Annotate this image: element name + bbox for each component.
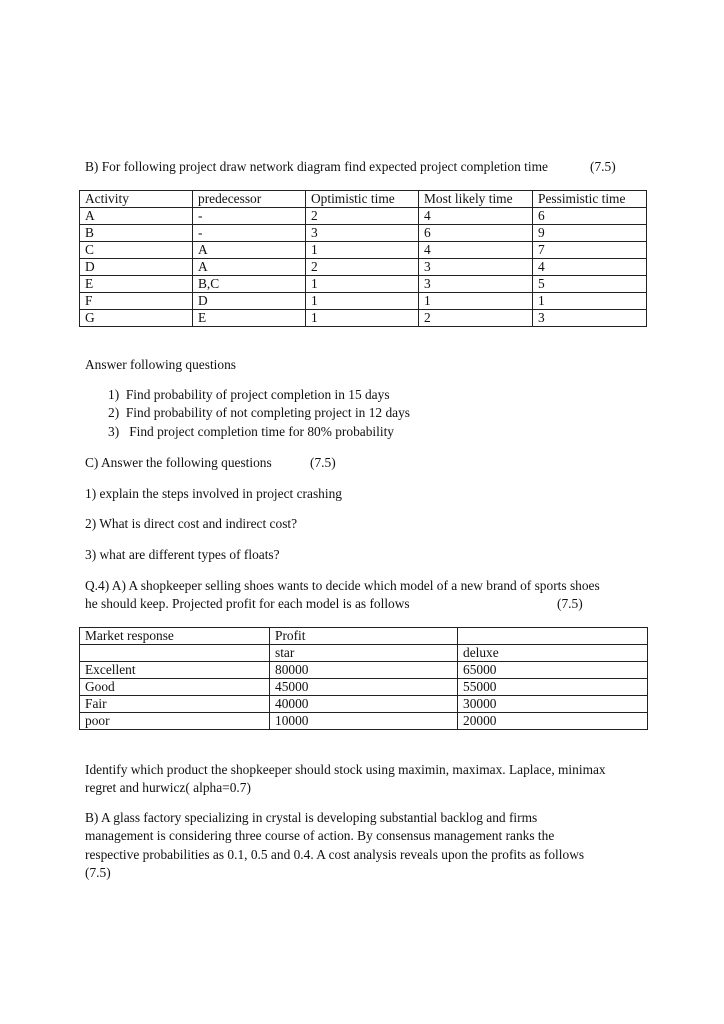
section-b-title-text: B) For following project draw network diagram find expected project completion time xyxy=(85,159,548,174)
table-row xyxy=(80,713,648,730)
table-cell: 1 xyxy=(306,310,419,327)
table-row xyxy=(80,662,648,679)
table-cell: 45000 xyxy=(270,679,458,696)
table-cell: 55000 xyxy=(458,679,648,696)
q4a-line2-text: he should keep. Projected profit for each model is as follows xyxy=(85,596,410,611)
table-cell: A xyxy=(80,208,193,225)
table-cell: 4 xyxy=(419,242,533,259)
q4a-line: Q.4) A) A shopkeeper selling shoes wants to decide which model of a new brand of sports shoes xyxy=(85,578,600,593)
section-c-title-text: C) Answer the following questions xyxy=(85,455,272,470)
table-cell: 10000 xyxy=(270,713,458,730)
table-cell: - xyxy=(193,208,306,225)
table-row xyxy=(80,679,648,696)
table-row xyxy=(80,276,647,293)
q4b-line: (7.5) xyxy=(85,865,111,880)
question-item: 3) Find project completion time for 80% probability xyxy=(108,424,394,439)
table-header-row xyxy=(80,191,647,208)
table-cell: Excellent xyxy=(80,662,270,679)
table-cell: 30000 xyxy=(458,696,648,713)
table-cell: 20000 xyxy=(458,713,648,730)
question-item: 1) Find probability of project completion in 15 days xyxy=(108,387,390,402)
table-cell: 9 xyxy=(533,225,647,242)
section-c-marks: (7.5) xyxy=(310,455,336,470)
table-cell: 3 xyxy=(306,225,419,242)
table-cell: 7 xyxy=(533,242,647,259)
table-cell: A xyxy=(193,242,306,259)
q4a-marks: (7.5) xyxy=(557,596,583,611)
table-cell: 5 xyxy=(533,276,647,293)
table-cell: deluxe xyxy=(458,645,648,662)
section-c-question: 2) What is direct cost and indirect cost? xyxy=(85,516,298,531)
table-cell: 6 xyxy=(419,225,533,242)
table-cell: E xyxy=(193,310,306,327)
q4a-instruction: regret and hurwicz( alpha=0.7) xyxy=(85,780,251,795)
answer-intro: Answer following questions xyxy=(85,357,237,372)
table-cell: 65000 xyxy=(458,662,648,679)
table-cell: G xyxy=(80,310,193,327)
table-row xyxy=(80,310,647,327)
section-b-marks: (7.5) xyxy=(590,159,616,174)
profit-table xyxy=(79,627,648,730)
table-cell: Activity xyxy=(80,191,193,208)
table-cell: Market response xyxy=(80,628,270,645)
table-cell: 6 xyxy=(533,208,647,225)
table-row xyxy=(80,242,647,259)
q4b-line: respective probabilities as 0.1, 0.5 and 0.4. A cost analysis reveals upon the profits as follows xyxy=(85,847,585,862)
table-cell: - xyxy=(193,225,306,242)
table-cell: B,C xyxy=(193,276,306,293)
table-cell: F xyxy=(80,293,193,310)
q4a-instruction: Identify which product the shopkeeper should stock using maximin, maximax. Laplace, minimax xyxy=(85,762,606,777)
q4a-line xyxy=(85,596,583,612)
table-cell: 4 xyxy=(419,208,533,225)
table-cell: 80000 xyxy=(270,662,458,679)
table-cell: 4 xyxy=(533,259,647,276)
section-c-question: 1) explain the steps involved in project crashing xyxy=(85,486,342,501)
table-cell: B xyxy=(80,225,193,242)
table-cell: Pessimistic time xyxy=(533,191,647,208)
table-row xyxy=(80,225,647,242)
table-cell: D xyxy=(193,293,306,310)
table-row xyxy=(80,208,647,225)
table-cell: Optimistic time xyxy=(306,191,419,208)
activity-table xyxy=(79,190,647,327)
table-cell: 1 xyxy=(306,276,419,293)
table-cell: 2 xyxy=(306,208,419,225)
table-cell: D xyxy=(80,259,193,276)
table-cell: 2 xyxy=(419,310,533,327)
table-cell: predecessor xyxy=(193,191,306,208)
table-cell: 3 xyxy=(419,276,533,293)
section-b-title xyxy=(85,159,616,175)
table-header-row xyxy=(80,628,648,645)
table-cell: star xyxy=(270,645,458,662)
table-row xyxy=(80,696,648,713)
table-cell: Most likely time xyxy=(419,191,533,208)
q4b-line: management is considering three course of action. By consensus management ranks the xyxy=(85,828,555,843)
table-cell: A xyxy=(193,259,306,276)
table-cell: 3 xyxy=(533,310,647,327)
table-row xyxy=(80,259,647,276)
table-cell: 1 xyxy=(533,293,647,310)
table-cell: Good xyxy=(80,679,270,696)
table-cell: 3 xyxy=(419,259,533,276)
table-cell: Fair xyxy=(80,696,270,713)
table-cell: Profit xyxy=(270,628,458,645)
table-cell: 2 xyxy=(306,259,419,276)
table-cell: E xyxy=(80,276,193,293)
table-cell: 1 xyxy=(306,293,419,310)
table-cell: C xyxy=(80,242,193,259)
table-cell xyxy=(80,645,270,662)
table-cell: 40000 xyxy=(270,696,458,713)
table-cell xyxy=(458,628,648,645)
table-cell: 1 xyxy=(306,242,419,259)
section-c-title xyxy=(85,455,336,471)
section-c-question: 3) what are different types of floats? xyxy=(85,547,280,562)
table-row xyxy=(80,293,647,310)
q4b-line: B) A glass factory specializing in crystal is developing substantial backlog and firms xyxy=(85,810,538,825)
question-item: 2) Find probability of not completing project in 12 days xyxy=(108,405,410,420)
table-subheader-row xyxy=(80,645,648,662)
table-cell: poor xyxy=(80,713,270,730)
table-cell: 1 xyxy=(419,293,533,310)
